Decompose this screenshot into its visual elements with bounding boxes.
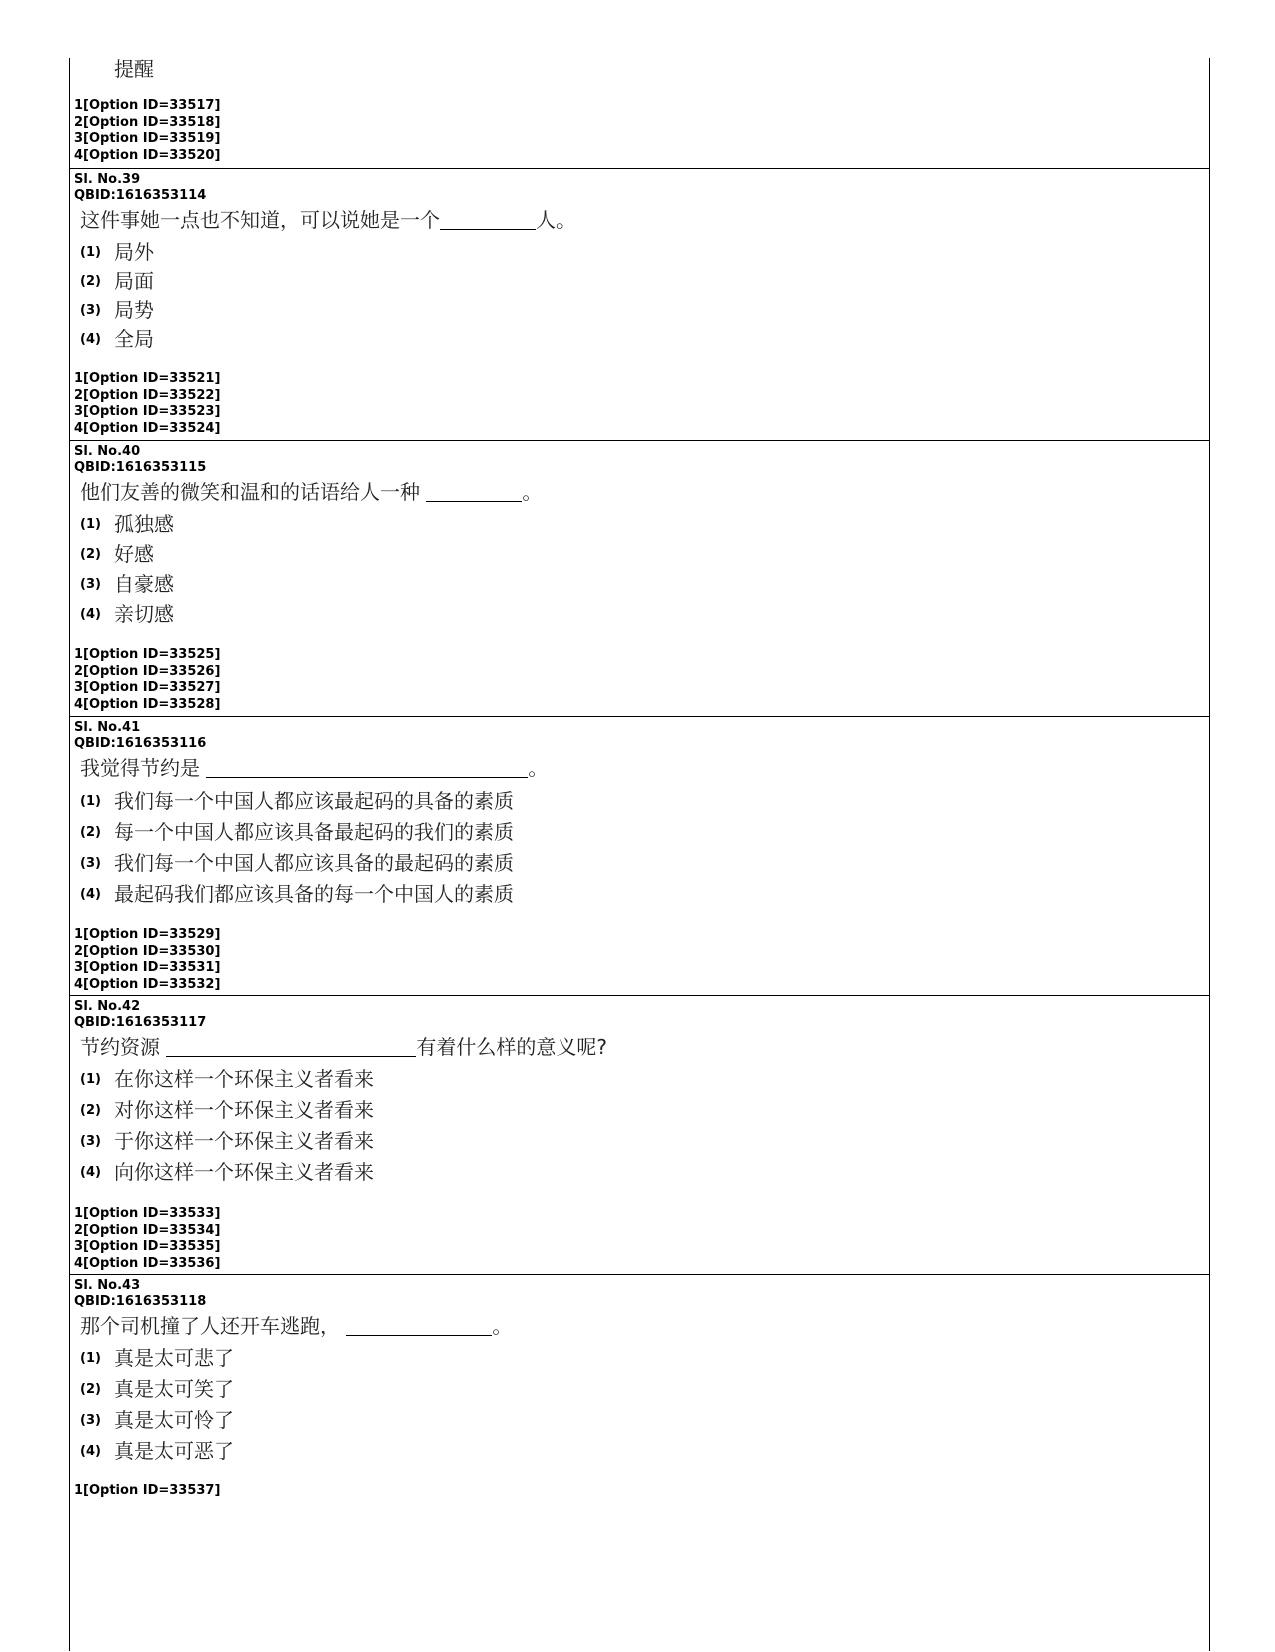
option-id-list (74, 647, 220, 714)
option-id: 2[Option ID=33534] (74, 1222, 221, 1238)
stem-text-before: 我觉得节约是 (80, 756, 207, 780)
option-1 (80, 511, 174, 538)
option-number: (1) (80, 1072, 101, 1087)
option-2 (80, 1376, 234, 1403)
option-id: 4[Option ID=33524] (74, 421, 221, 437)
stem-text-after: 。 (492, 1314, 513, 1338)
option-id: 1[Option ID=33529] (74, 927, 221, 942)
option-number: (4) (80, 332, 101, 347)
option-number: (3) (80, 1413, 101, 1428)
option-3 (80, 297, 154, 324)
previous-option-text: 提醒 (114, 57, 154, 81)
question-block-43 (70, 1274, 1209, 1652)
option-3 (80, 1407, 234, 1434)
option-id: 4[Option ID=33536] (74, 1256, 221, 1272)
option-number: (3) (80, 1134, 101, 1149)
option-number: (2) (80, 1382, 101, 1397)
option-id: 2[Option ID=33518] (74, 114, 221, 130)
option-number: (4) (80, 607, 101, 622)
option-id: 3[Option ID=33519] (74, 131, 221, 147)
option-2 (80, 541, 154, 568)
option-id-list (74, 98, 220, 165)
option-id: 1[Option ID=33525] (74, 647, 221, 662)
question-stem (80, 479, 542, 505)
option-text: 对你这样一个环保主义者看来 (114, 1098, 374, 1122)
option-id: 4[Option ID=33520] (74, 148, 221, 164)
option-id: 3[Option ID=33535] (74, 1239, 221, 1255)
option-text: 向你这样一个环保主义者看来 (114, 1160, 374, 1184)
option-2 (80, 819, 514, 846)
qbid: QBID:1616353117 (74, 1015, 207, 1030)
option-id: 2[Option ID=33526] (74, 663, 221, 679)
option-text: 每一个中国人都应该具备最起码的我们的素质 (114, 820, 514, 844)
stem-text-before: 那个司机撞了人还开车逃跑， (80, 1314, 347, 1338)
option-3 (80, 1128, 374, 1155)
option-4 (80, 326, 154, 353)
previous-question-tail (70, 58, 1209, 168)
option-3 (80, 850, 514, 877)
question-block-42 (70, 995, 1209, 1275)
option-text: 真是太可怜了 (114, 1408, 234, 1432)
option-text: 局面 (114, 269, 154, 293)
option-text: 自豪感 (114, 572, 174, 596)
stem-text-before: 他们友善的微笑和温和的话语给人一种 (80, 480, 427, 504)
option-id: 3[Option ID=33527] (74, 680, 221, 696)
option-id-list (74, 927, 220, 994)
answer-blank (440, 209, 536, 230)
option-1 (80, 1345, 234, 1372)
option-4 (80, 1159, 374, 1186)
stem-text-after: 有着什么样的意义呢? (416, 1035, 607, 1059)
option-text: 我们每一个中国人都应该具备的最起码的素质 (114, 851, 514, 875)
option-number: (2) (80, 825, 101, 840)
question-block-41 (70, 716, 1209, 996)
option-text: 真是太可恶了 (114, 1439, 234, 1463)
option-1 (80, 1066, 374, 1093)
stem-text-before: 节约资源 (80, 1035, 167, 1059)
option-2 (80, 268, 154, 295)
option-4 (80, 881, 514, 908)
option-id: 1[Option ID=33537] (74, 1483, 221, 1498)
option-id: 4[Option ID=33532] (74, 977, 221, 993)
qbid: QBID:1616353118 (74, 1294, 207, 1309)
option-id: 1[Option ID=33521] (74, 371, 221, 386)
option-number: (4) (80, 1165, 101, 1180)
stem-text-before: 这件事她一点也不知道，可以说她是一个 (80, 208, 440, 232)
option-number: (4) (80, 887, 101, 902)
answer-blank (346, 1315, 492, 1336)
option-number: (1) (80, 794, 101, 809)
option-id: 1[Option ID=33533] (74, 1206, 221, 1221)
answer-blank (206, 757, 528, 778)
option-1 (80, 788, 514, 815)
stem-text-after: 。 (528, 756, 549, 780)
option-number: (2) (80, 274, 101, 289)
option-id: 1[Option ID=33517] (74, 98, 221, 113)
serial-number: Sl. No.39 (74, 172, 141, 187)
option-text: 孤独感 (114, 512, 174, 536)
option-text: 好感 (114, 542, 154, 566)
answer-blank (166, 1036, 416, 1057)
stem-text-after: 人。 (536, 208, 576, 232)
option-2 (80, 1097, 374, 1124)
question-stem (80, 207, 576, 233)
option-id-list (74, 1206, 220, 1273)
option-id-list (74, 371, 220, 438)
option-number: (3) (80, 577, 101, 592)
option-number: (3) (80, 856, 101, 871)
option-number: (4) (80, 1444, 101, 1459)
question-paper-frame (69, 58, 1210, 1651)
answer-blank (426, 481, 522, 502)
option-number: (1) (80, 1351, 101, 1366)
option-number: (3) (80, 303, 101, 318)
option-id: 3[Option ID=33531] (74, 960, 221, 976)
option-text: 最起码我们都应该具备的每一个中国人的素质 (114, 882, 514, 906)
option-number: (1) (80, 245, 101, 260)
option-4 (80, 601, 174, 628)
option-number: (2) (80, 547, 101, 562)
option-text: 我们每一个中国人都应该最起码的具备的素质 (114, 789, 514, 813)
option-1 (80, 239, 154, 266)
option-number: (1) (80, 517, 101, 532)
question-stem (80, 1034, 607, 1060)
option-number: (2) (80, 1103, 101, 1118)
serial-number: Sl. No.41 (74, 720, 141, 735)
option-id-list (74, 1483, 220, 1500)
stem-text-after: 。 (522, 480, 543, 504)
serial-number: Sl. No.42 (74, 999, 141, 1014)
option-id: 4[Option ID=33528] (74, 697, 221, 713)
option-text: 真是太可悲了 (114, 1346, 234, 1370)
question-block-39 (70, 168, 1209, 441)
option-text: 真是太可笑了 (114, 1377, 234, 1401)
option-4 (80, 1438, 234, 1465)
option-text: 于你这样一个环保主义者看来 (114, 1129, 374, 1153)
option-text: 局外 (114, 240, 154, 264)
question-stem (80, 755, 548, 781)
serial-number: Sl. No.40 (74, 444, 141, 459)
option-text: 亲切感 (114, 602, 174, 626)
option-id: 2[Option ID=33530] (74, 943, 221, 959)
option-text: 局势 (114, 298, 154, 322)
question-block-40 (70, 440, 1209, 717)
option-id: 2[Option ID=33522] (74, 387, 221, 403)
question-stem (80, 1313, 512, 1339)
option-text: 在你这样一个环保主义者看来 (114, 1067, 374, 1091)
qbid: QBID:1616353115 (74, 460, 207, 475)
qbid: QBID:1616353114 (74, 188, 207, 203)
option-3 (80, 571, 174, 598)
serial-number: Sl. No.43 (74, 1278, 141, 1293)
option-id: 3[Option ID=33523] (74, 404, 221, 420)
option-text: 全局 (114, 327, 154, 351)
qbid: QBID:1616353116 (74, 736, 207, 751)
